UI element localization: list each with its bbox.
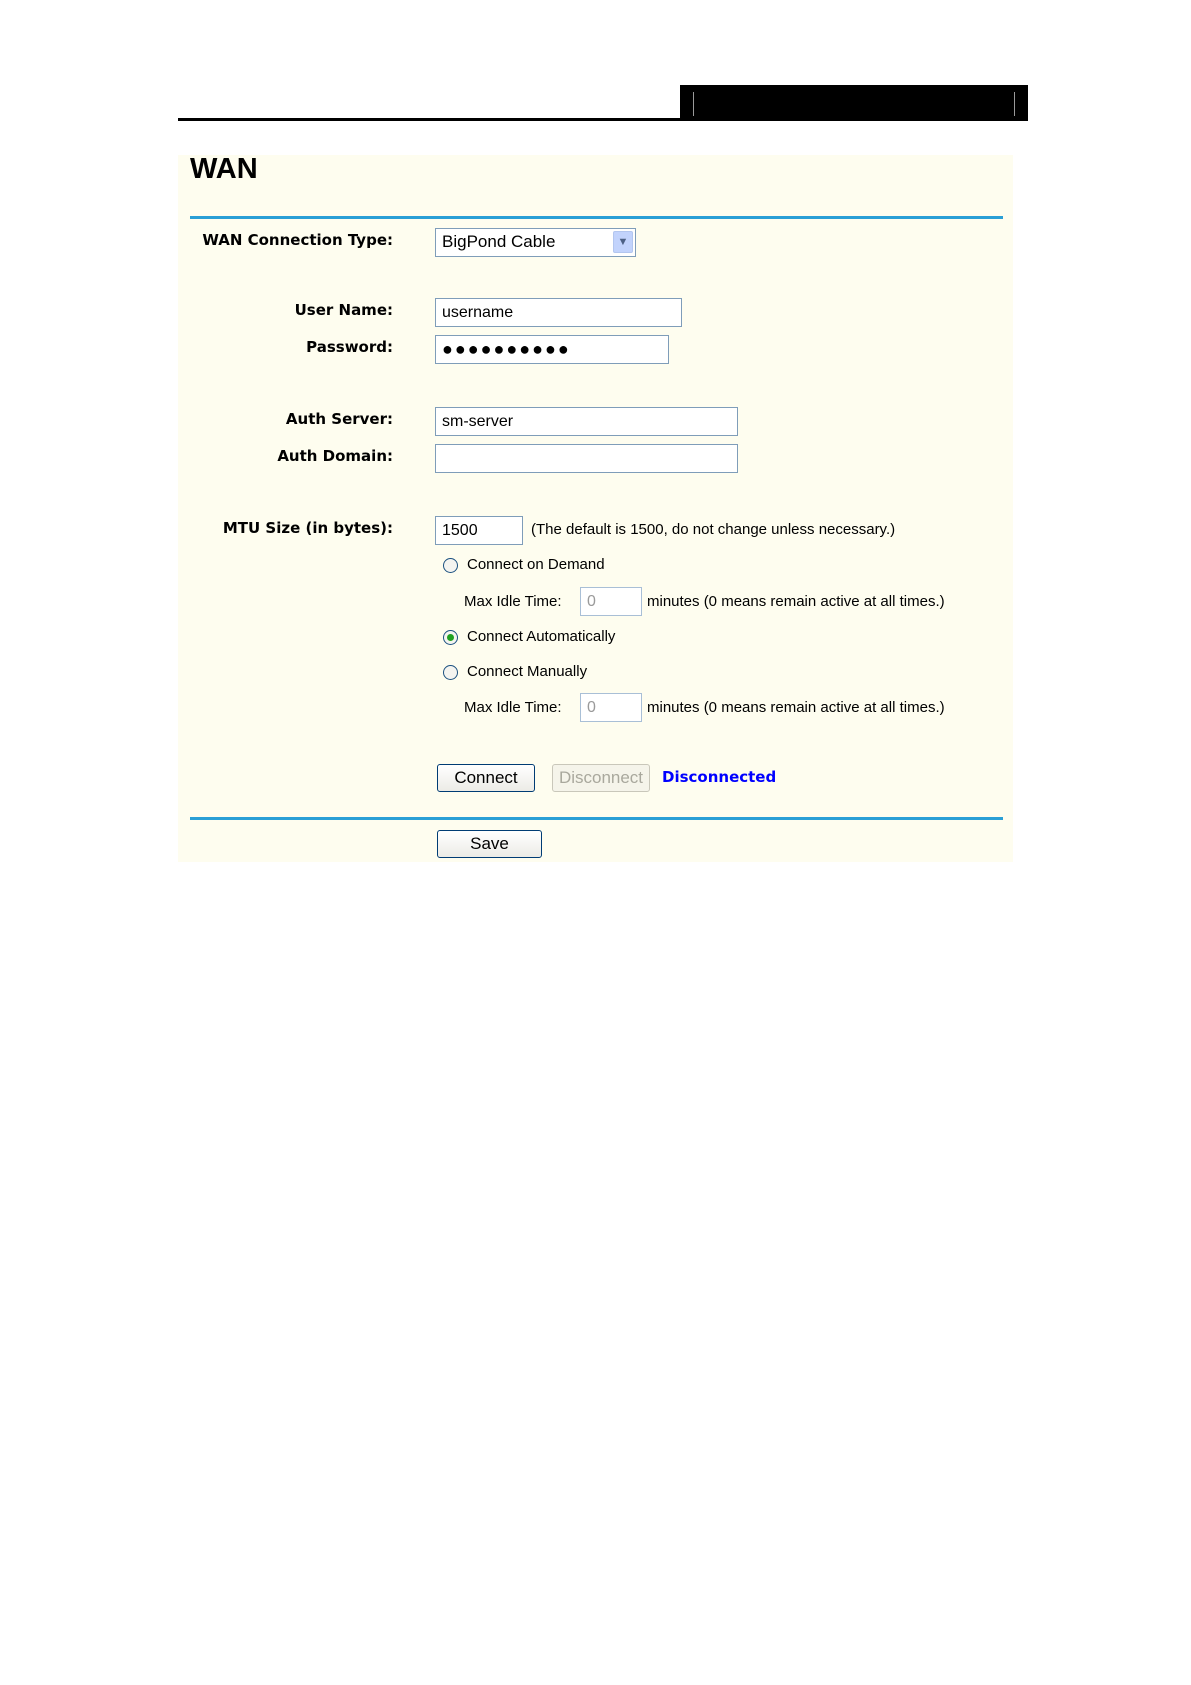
header-bar (680, 85, 1028, 121)
demand-idle-hint: minutes (0 means remain active at all times.) (647, 593, 945, 610)
auth-domain-label: Auth Domain: (277, 447, 393, 465)
mtu-input[interactable] (435, 516, 523, 545)
demand-idle-label: Max Idle Time: (464, 593, 562, 610)
bottom-divider (190, 817, 1003, 820)
username-input[interactable] (435, 298, 682, 327)
connection-type-value: BigPond Cable (442, 232, 556, 251)
connect-on-demand-radio[interactable] (443, 558, 458, 573)
save-button[interactable]: Save (437, 830, 542, 858)
connect-button[interactable]: Connect (437, 764, 535, 792)
auth-domain-input[interactable] (435, 444, 738, 473)
connection-type-select[interactable] (435, 228, 636, 257)
mtu-label: MTU Size (in bytes): (222, 519, 393, 537)
header-divider-right (1014, 92, 1015, 116)
connection-status: Disconnected (662, 768, 777, 786)
connect-automatically-label: Connect Automatically (467, 628, 616, 645)
connect-manually-radio[interactable] (443, 665, 458, 680)
auth-server-label: Auth Server: (285, 410, 393, 428)
password-input[interactable] (435, 335, 669, 364)
settings-panel (178, 155, 1013, 862)
connect-automatically-radio[interactable] (443, 630, 458, 645)
top-divider (190, 216, 1003, 219)
chevron-down-icon[interactable]: ▼ (613, 231, 633, 253)
header-divider-left (693, 92, 694, 116)
disconnect-button[interactable]: Disconnect (552, 764, 650, 792)
manual-idle-hint: minutes (0 means remain active at all times.) (647, 699, 945, 716)
manual-idle-input[interactable] (580, 693, 642, 722)
manual-idle-label: Max Idle Time: (464, 699, 562, 716)
page-title: WAN (190, 153, 258, 185)
username-label: User Name: (294, 301, 393, 319)
mtu-hint: (The default is 1500, do not change unless necessary.) (531, 521, 896, 538)
connection-type-label: WAN Connection Type: (202, 231, 393, 249)
connect-manually-label: Connect Manually (467, 663, 588, 680)
auth-server-input[interactable] (435, 407, 738, 436)
demand-idle-input[interactable] (580, 587, 642, 616)
password-label: Password: (306, 338, 393, 356)
connect-on-demand-label: Connect on Demand (467, 556, 605, 573)
